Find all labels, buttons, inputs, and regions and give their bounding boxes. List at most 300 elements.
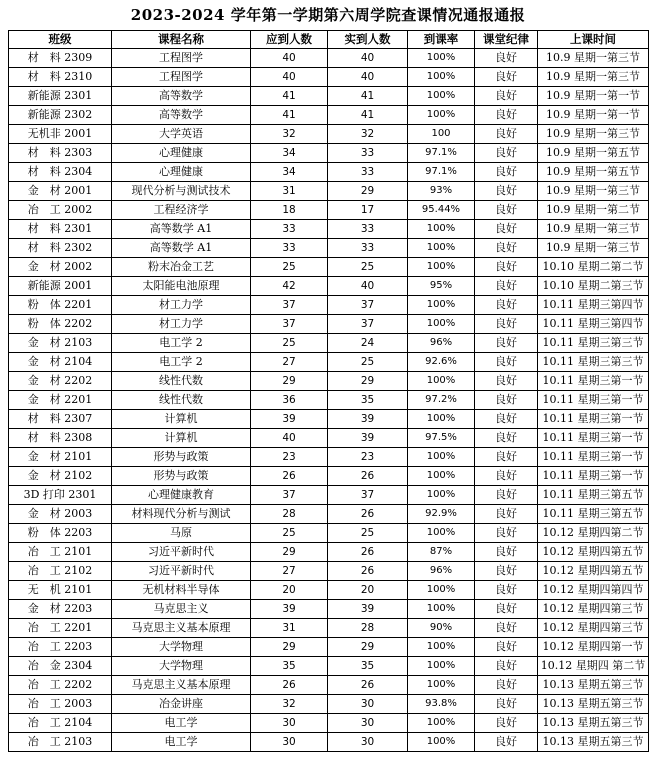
cell-class: 材 料 2302 <box>9 239 112 258</box>
cell-class: 金 材 2102 <box>9 467 112 486</box>
cell-discipline: 良好 <box>475 429 538 448</box>
cell-rate: 100% <box>408 733 475 752</box>
table-row <box>9 429 649 448</box>
cell-time: 10.9 星期一第三节 <box>538 125 649 144</box>
table-row <box>9 87 649 106</box>
cell-class: 3D 打印 2301 <box>9 486 112 505</box>
cell-expected: 41 <box>251 106 328 125</box>
cell-expected: 30 <box>251 733 328 752</box>
col-header-class: 班级 <box>9 31 112 49</box>
cell-actual: 37 <box>328 486 408 505</box>
table-row <box>9 353 649 372</box>
cell-time: 10.10 星期二第二节 <box>538 258 649 277</box>
cell-time: 10.9 星期一第三节 <box>538 49 649 68</box>
cell-rate: 100% <box>408 600 475 619</box>
cell-class: 金 材 2103 <box>9 334 112 353</box>
cell-time: 10.11 星期三第五节 <box>538 486 649 505</box>
cell-time: 10.11 星期三第一节 <box>538 467 649 486</box>
table-row <box>9 638 649 657</box>
cell-course: 工程经济学 <box>112 201 251 220</box>
cell-class: 冶 工 2104 <box>9 714 112 733</box>
cell-actual: 41 <box>328 106 408 125</box>
cell-expected: 39 <box>251 410 328 429</box>
cell-expected: 37 <box>251 486 328 505</box>
cell-time: 10.12 星期四第二节 <box>538 524 649 543</box>
cell-rate: 100% <box>408 372 475 391</box>
cell-actual: 26 <box>328 467 408 486</box>
cell-course: 太阳能电池原理 <box>112 277 251 296</box>
cell-actual: 30 <box>328 695 408 714</box>
cell-class: 材 料 2304 <box>9 163 112 182</box>
cell-rate: 97.1% <box>408 144 475 163</box>
cell-actual: 37 <box>328 296 408 315</box>
cell-course: 现代分析与测试技术 <box>112 182 251 201</box>
cell-class: 材 料 2307 <box>9 410 112 429</box>
cell-discipline: 良好 <box>475 239 538 258</box>
cell-class: 冶 工 2102 <box>9 562 112 581</box>
cell-course: 电工学 <box>112 733 251 752</box>
cell-expected: 27 <box>251 562 328 581</box>
cell-class: 无机非 2001 <box>9 125 112 144</box>
cell-discipline: 良好 <box>475 505 538 524</box>
cell-expected: 33 <box>251 220 328 239</box>
cell-actual: 40 <box>328 277 408 296</box>
cell-expected: 40 <box>251 49 328 68</box>
cell-time: 10.11 星期三第五节 <box>538 505 649 524</box>
cell-actual: 26 <box>328 676 408 695</box>
cell-class: 冶 金 2304 <box>9 657 112 676</box>
cell-time: 10.11 星期三第四节 <box>538 315 649 334</box>
cell-course: 电工学 <box>112 714 251 733</box>
cell-course: 电工学 2 <box>112 334 251 353</box>
cell-expected: 27 <box>251 353 328 372</box>
cell-rate: 87% <box>408 543 475 562</box>
cell-expected: 42 <box>251 277 328 296</box>
cell-actual: 25 <box>328 258 408 277</box>
cell-time: 10.9 星期一第一节 <box>538 106 649 125</box>
cell-actual: 35 <box>328 391 408 410</box>
cell-expected: 28 <box>251 505 328 524</box>
cell-expected: 26 <box>251 676 328 695</box>
cell-actual: 26 <box>328 505 408 524</box>
cell-rate: 100% <box>408 467 475 486</box>
cell-actual: 39 <box>328 600 408 619</box>
cell-expected: 31 <box>251 619 328 638</box>
cell-rate: 93% <box>408 182 475 201</box>
cell-discipline: 良好 <box>475 49 538 68</box>
cell-discipline: 良好 <box>475 733 538 752</box>
cell-discipline: 良好 <box>475 334 538 353</box>
cell-expected: 23 <box>251 448 328 467</box>
cell-class: 金 材 2203 <box>9 600 112 619</box>
cell-discipline: 良好 <box>475 467 538 486</box>
cell-rate: 93.8% <box>408 695 475 714</box>
cell-discipline: 良好 <box>475 410 538 429</box>
cell-class: 粉 体 2201 <box>9 296 112 315</box>
cell-expected: 37 <box>251 296 328 315</box>
cell-actual: 29 <box>328 638 408 657</box>
cell-actual: 29 <box>328 372 408 391</box>
cell-actual: 39 <box>328 429 408 448</box>
cell-actual: 33 <box>328 163 408 182</box>
cell-expected: 40 <box>251 68 328 87</box>
cell-course: 材料现代分析与测试 <box>112 505 251 524</box>
cell-expected: 36 <box>251 391 328 410</box>
table-row <box>9 49 649 68</box>
cell-rate: 96% <box>408 562 475 581</box>
cell-discipline: 良好 <box>475 676 538 695</box>
cell-class: 粉 体 2202 <box>9 315 112 334</box>
cell-class: 冶 工 2203 <box>9 638 112 657</box>
cell-time: 10.11 星期三第一节 <box>538 429 649 448</box>
table-row <box>9 524 649 543</box>
cell-course: 形势与政策 <box>112 448 251 467</box>
table-row <box>9 410 649 429</box>
table-row <box>9 600 649 619</box>
cell-course: 高等数学 A1 <box>112 220 251 239</box>
col-header-rate: 到课率 <box>408 31 475 49</box>
cell-rate: 100% <box>408 258 475 277</box>
table-row <box>9 220 649 239</box>
cell-course: 心理健康教育 <box>112 486 251 505</box>
cell-actual: 29 <box>328 182 408 201</box>
cell-time: 10.11 星期三第一节 <box>538 410 649 429</box>
cell-rate: 100% <box>408 714 475 733</box>
cell-discipline: 良好 <box>475 657 538 676</box>
table-row <box>9 106 649 125</box>
cell-discipline: 良好 <box>475 163 538 182</box>
cell-class: 金 材 2002 <box>9 258 112 277</box>
cell-expected: 31 <box>251 182 328 201</box>
cell-rate: 100% <box>408 638 475 657</box>
cell-time: 10.11 星期三第四节 <box>538 296 649 315</box>
cell-discipline: 良好 <box>475 353 538 372</box>
table-header-row <box>9 31 649 49</box>
table-row <box>9 163 649 182</box>
table-row <box>9 581 649 600</box>
cell-expected: 29 <box>251 638 328 657</box>
cell-actual: 23 <box>328 448 408 467</box>
table-row <box>9 258 649 277</box>
cell-class: 金 材 2201 <box>9 391 112 410</box>
cell-time: 10.13 星期五第三节 <box>538 733 649 752</box>
table-row <box>9 315 649 334</box>
cell-time: 10.11 星期三第三节 <box>538 353 649 372</box>
cell-actual: 33 <box>328 239 408 258</box>
cell-expected: 25 <box>251 334 328 353</box>
cell-discipline: 良好 <box>475 106 538 125</box>
cell-course: 马克思主义 <box>112 600 251 619</box>
cell-rate: 100% <box>408 106 475 125</box>
cell-discipline: 良好 <box>475 714 538 733</box>
table-row <box>9 543 649 562</box>
cell-class: 金 材 2202 <box>9 372 112 391</box>
table-row <box>9 505 649 524</box>
cell-class: 材 料 2310 <box>9 68 112 87</box>
attendance-table <box>8 30 649 752</box>
cell-rate: 95% <box>408 277 475 296</box>
table-row <box>9 733 649 752</box>
cell-course: 习近平新时代 <box>112 562 251 581</box>
cell-course: 电工学 2 <box>112 353 251 372</box>
cell-discipline: 良好 <box>475 258 538 277</box>
cell-course: 大学物理 <box>112 638 251 657</box>
table-row <box>9 277 649 296</box>
cell-discipline: 良好 <box>475 543 538 562</box>
cell-rate: 100% <box>408 220 475 239</box>
cell-expected: 29 <box>251 543 328 562</box>
cell-time: 10.13 星期五第三节 <box>538 714 649 733</box>
cell-rate: 92.6% <box>408 353 475 372</box>
cell-class: 冶 工 2003 <box>9 695 112 714</box>
cell-discipline: 良好 <box>475 391 538 410</box>
cell-rate: 100% <box>408 315 475 334</box>
cell-class: 新能源 2301 <box>9 87 112 106</box>
cell-discipline: 良好 <box>475 486 538 505</box>
cell-time: 10.12 星期四第四节 <box>538 581 649 600</box>
cell-rate: 100% <box>408 676 475 695</box>
cell-rate: 90% <box>408 619 475 638</box>
cell-time: 10.13 星期五第三节 <box>538 676 649 695</box>
table-row <box>9 239 649 258</box>
cell-rate: 100% <box>408 87 475 106</box>
cell-actual: 24 <box>328 334 408 353</box>
cell-class: 无 机 2101 <box>9 581 112 600</box>
cell-expected: 40 <box>251 429 328 448</box>
cell-class: 材 料 2301 <box>9 220 112 239</box>
cell-course: 粉末冶金工艺 <box>112 258 251 277</box>
cell-time: 10.12 星期四第五节 <box>538 562 649 581</box>
table-row <box>9 676 649 695</box>
cell-course: 大学英语 <box>112 125 251 144</box>
cell-time: 10.13 星期五第三节 <box>538 695 649 714</box>
cell-rate: 100% <box>408 657 475 676</box>
table-row <box>9 144 649 163</box>
cell-actual: 25 <box>328 524 408 543</box>
cell-class: 冶 工 2202 <box>9 676 112 695</box>
cell-time: 10.9 星期一第五节 <box>538 163 649 182</box>
cell-actual: 35 <box>328 657 408 676</box>
cell-actual: 30 <box>328 714 408 733</box>
cell-discipline: 良好 <box>475 372 538 391</box>
cell-expected: 25 <box>251 258 328 277</box>
table-row <box>9 296 649 315</box>
cell-discipline: 良好 <box>475 448 538 467</box>
cell-actual: 25 <box>328 353 408 372</box>
cell-discipline: 良好 <box>475 201 538 220</box>
cell-class: 粉 体 2203 <box>9 524 112 543</box>
cell-course: 马克思主义基本原理 <box>112 676 251 695</box>
cell-rate: 97.2% <box>408 391 475 410</box>
cell-course: 马原 <box>112 524 251 543</box>
cell-time: 10.12 星期四 第二节 <box>538 657 649 676</box>
cell-expected: 34 <box>251 163 328 182</box>
cell-class: 材 料 2308 <box>9 429 112 448</box>
cell-class: 冶 工 2103 <box>9 733 112 752</box>
cell-course: 心理健康 <box>112 163 251 182</box>
cell-course: 马克思主义基本原理 <box>112 619 251 638</box>
cell-class: 金 材 2003 <box>9 505 112 524</box>
cell-course: 高等数学 <box>112 106 251 125</box>
cell-time: 10.11 星期三第一节 <box>538 391 649 410</box>
table-row <box>9 182 649 201</box>
cell-actual: 41 <box>328 87 408 106</box>
cell-expected: 32 <box>251 695 328 714</box>
cell-rate: 92.9% <box>408 505 475 524</box>
cell-discipline: 良好 <box>475 695 538 714</box>
table-row <box>9 68 649 87</box>
cell-discipline: 良好 <box>475 87 538 106</box>
cell-time: 10.9 星期一第三节 <box>538 239 649 258</box>
cell-course: 材工力学 <box>112 296 251 315</box>
table-row <box>9 391 649 410</box>
cell-course: 大学物理 <box>112 657 251 676</box>
cell-expected: 37 <box>251 315 328 334</box>
cell-class: 新能源 2001 <box>9 277 112 296</box>
cell-rate: 96% <box>408 334 475 353</box>
cell-discipline: 良好 <box>475 125 538 144</box>
cell-actual: 33 <box>328 220 408 239</box>
cell-class: 金 材 2104 <box>9 353 112 372</box>
cell-rate: 100% <box>408 486 475 505</box>
cell-actual: 33 <box>328 144 408 163</box>
cell-actual: 17 <box>328 201 408 220</box>
cell-class: 材 料 2309 <box>9 49 112 68</box>
cell-discipline: 良好 <box>475 144 538 163</box>
cell-time: 10.9 星期一第三节 <box>538 68 649 87</box>
cell-time: 10.12 星期四第一节 <box>538 638 649 657</box>
cell-actual: 26 <box>328 562 408 581</box>
cell-actual: 37 <box>328 315 408 334</box>
page-title: 2023-2024 学年第一学期第六周学院查课情况通报通报 <box>130 6 526 24</box>
cell-discipline: 良好 <box>475 581 538 600</box>
cell-course: 高等数学 <box>112 87 251 106</box>
cell-discipline: 良好 <box>475 182 538 201</box>
cell-discipline: 良好 <box>475 277 538 296</box>
cell-time: 10.9 星期一第三节 <box>538 182 649 201</box>
cell-discipline: 良好 <box>475 524 538 543</box>
cell-expected: 32 <box>251 125 328 144</box>
cell-time: 10.12 星期四第五节 <box>538 543 649 562</box>
table-row <box>9 714 649 733</box>
cell-actual: 20 <box>328 581 408 600</box>
cell-class: 材 料 2303 <box>9 144 112 163</box>
cell-discipline: 良好 <box>475 638 538 657</box>
cell-expected: 39 <box>251 600 328 619</box>
table-body <box>9 49 649 752</box>
cell-actual: 39 <box>328 410 408 429</box>
cell-class: 金 材 2001 <box>9 182 112 201</box>
cell-course: 计算机 <box>112 429 251 448</box>
cell-time: 10.9 星期一第一节 <box>538 87 649 106</box>
cell-rate: 95.44% <box>408 201 475 220</box>
cell-discipline: 良好 <box>475 600 538 619</box>
cell-rate: 100% <box>408 410 475 429</box>
cell-class: 金 材 2101 <box>9 448 112 467</box>
table-row <box>9 372 649 391</box>
table-row <box>9 201 649 220</box>
table-row <box>9 486 649 505</box>
cell-course: 材工力学 <box>112 315 251 334</box>
cell-rate: 100% <box>408 448 475 467</box>
cell-expected: 26 <box>251 467 328 486</box>
table-row <box>9 125 649 144</box>
cell-rate: 100% <box>408 296 475 315</box>
table-row <box>9 619 649 638</box>
cell-course: 计算机 <box>112 410 251 429</box>
cell-discipline: 良好 <box>475 315 538 334</box>
cell-discipline: 良好 <box>475 562 538 581</box>
cell-course: 心理健康 <box>112 144 251 163</box>
cell-expected: 29 <box>251 372 328 391</box>
cell-course: 线性代数 <box>112 372 251 391</box>
cell-discipline: 良好 <box>475 68 538 87</box>
cell-course: 线性代数 <box>112 391 251 410</box>
cell-expected: 35 <box>251 657 328 676</box>
cell-time: 10.11 星期三第三节 <box>538 334 649 353</box>
table-row <box>9 448 649 467</box>
cell-class: 冶 工 2101 <box>9 543 112 562</box>
cell-time: 10.9 星期一第五节 <box>538 144 649 163</box>
table-row <box>9 467 649 486</box>
cell-time: 10.10 星期二第三节 <box>538 277 649 296</box>
cell-actual: 28 <box>328 619 408 638</box>
cell-expected: 41 <box>251 87 328 106</box>
cell-actual: 30 <box>328 733 408 752</box>
cell-course: 工程图学 <box>112 49 251 68</box>
cell-rate: 100 <box>408 125 475 144</box>
cell-discipline: 良好 <box>475 220 538 239</box>
table-row <box>9 334 649 353</box>
cell-rate: 97.5% <box>408 429 475 448</box>
cell-time: 10.9 星期一第二节 <box>538 201 649 220</box>
cell-expected: 30 <box>251 714 328 733</box>
cell-class: 冶 工 2002 <box>9 201 112 220</box>
cell-rate: 100% <box>408 49 475 68</box>
table-row <box>9 695 649 714</box>
cell-actual: 40 <box>328 49 408 68</box>
cell-expected: 20 <box>251 581 328 600</box>
cell-course: 工程图学 <box>112 68 251 87</box>
cell-rate: 100% <box>408 68 475 87</box>
cell-expected: 34 <box>251 144 328 163</box>
cell-expected: 33 <box>251 239 328 258</box>
cell-time: 10.12 星期四第三节 <box>538 600 649 619</box>
cell-rate: 100% <box>408 239 475 258</box>
cell-expected: 18 <box>251 201 328 220</box>
cell-rate: 97.1% <box>408 163 475 182</box>
cell-time: 10.11 星期三第一节 <box>538 448 649 467</box>
cell-rate: 100% <box>408 524 475 543</box>
cell-course: 无机材料半导体 <box>112 581 251 600</box>
cell-time: 10.12 星期四第三节 <box>538 619 649 638</box>
col-header-actual: 实到人数 <box>328 31 408 49</box>
table-row <box>9 562 649 581</box>
cell-rate: 100% <box>408 581 475 600</box>
cell-discipline: 良好 <box>475 296 538 315</box>
cell-actual: 32 <box>328 125 408 144</box>
table-row <box>9 657 649 676</box>
cell-time: 10.11 星期三第一节 <box>538 372 649 391</box>
col-header-time: 上课时间 <box>538 31 649 49</box>
cell-class: 冶 工 2201 <box>9 619 112 638</box>
cell-actual: 40 <box>328 68 408 87</box>
cell-time: 10.9 星期一第三节 <box>538 220 649 239</box>
col-header-expected: 应到人数 <box>251 31 328 49</box>
cell-discipline: 良好 <box>475 619 538 638</box>
cell-actual: 26 <box>328 543 408 562</box>
cell-expected: 25 <box>251 524 328 543</box>
